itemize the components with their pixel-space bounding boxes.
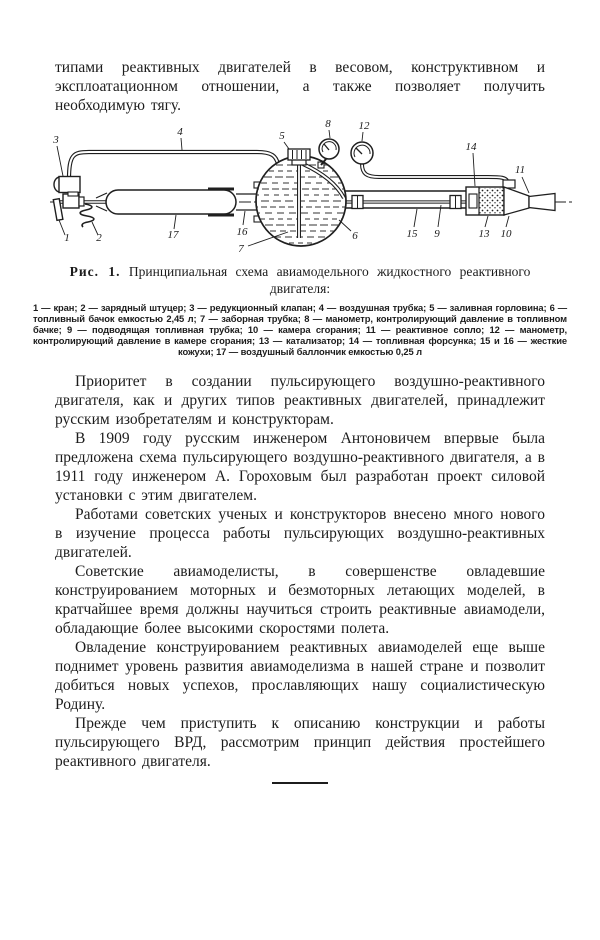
air-tube: [69, 152, 278, 179]
label-10: 10: [500, 228, 512, 240]
figure-caption-text: Принципиальная схема авиамодельного жидкостного реактивного двигателя:: [128, 264, 531, 296]
figure-1: [0, 119, 600, 357]
section-end-rule: [272, 782, 328, 784]
combustion-chamber: [466, 180, 555, 215]
label-17: 17: [167, 229, 179, 241]
label-13: 13: [478, 228, 490, 240]
label-14: 14: [465, 141, 477, 153]
figure-caption-number: Рис. 1.: [69, 264, 121, 279]
label-7: 7: [238, 243, 244, 255]
filler-cap: [288, 149, 310, 160]
label-6: 6: [352, 230, 358, 242]
paragraph-6: Прежде чем приступить к описанию конструкции и работы пульсирующего ВРД, рассмотрим принцип действия простейшего реактивного двигателя.: [55, 715, 545, 770]
nozzle-cone: [504, 187, 529, 215]
fuel-tank: [254, 149, 348, 246]
paragraph-1: Приоритет в создании пульсирующего воздушно-реактивного двигателя, как и других типов реактивных двигателей, принадлежит русским изобретателям и конструкторам.: [55, 373, 545, 428]
paragraph-3: Работами советских ученых и конструкторов внесено много нового в изучение процесса работы пульсирующих воздушно-реактивных двигателей.: [55, 506, 545, 561]
label-11: 11: [514, 164, 526, 176]
tank-pressure-gauge: [318, 139, 339, 168]
chamber-pressure-gauge: [351, 142, 373, 164]
paragraph-5: Овладение конструированием реактивных авиамоделей еще выше поднимет уровень развития авиамоделизма в нашей стране и позволит добиться новых успехов, прославляющих нашу социалистическую Родину.: [55, 639, 545, 713]
intro-paragraph: типами реактивных двигателей в весовом, конструктивном и эксплоатационном отношении, а также позволяет получить необходимую тягу.: [55, 59, 545, 114]
gauge-tube: [362, 164, 508, 183]
label-12: 12: [358, 120, 370, 132]
charging-fitting-spring: [80, 204, 94, 227]
paragraph-4: Советские авиамоделисты, в совершенстве овладевшие конструированием моторных и безмоторных летающих моделей, в кратчайшее время должны научиться строить реактивные авиамодели, обладающие более высокими скоростями полета.: [55, 563, 545, 637]
label-9: 9: [434, 228, 440, 240]
paragraph-2: В 1909 году русским инженером Антоновичем впервые была предложена схема пульсирующего воздушно-реактивного двигателя, а в 1911 году инженером А. Гороховым был разработан проект силовой установки с этим двигателем.: [55, 430, 545, 504]
label-2: 2: [96, 232, 102, 244]
jet-nozzle: [529, 194, 555, 211]
label-3: 3: [53, 134, 59, 146]
air-bottle: [96, 189, 236, 215]
engine-schematic: [26, 119, 574, 257]
pressure-reducer: [54, 177, 80, 197]
label-5: 5: [279, 130, 285, 142]
figure-caption: [60, 263, 540, 297]
label-1: 1: [64, 232, 70, 244]
label-4: 4: [177, 126, 183, 138]
label-16: 16: [236, 226, 248, 238]
label-8: 8: [325, 119, 331, 130]
label-15: 15: [406, 228, 418, 240]
body-text: [55, 372, 545, 771]
fuel-feed-tube: [344, 196, 467, 209]
figure-legend: 1 — кран; 2 — зарядный штуцер; 3 — редукционный клапан; 4 — воздушная трубка; 5 — заливная горловина; 6 — топливный бачок емкостью 2,45 л; 7 — заборная трубка; 8 — манометр, контролирующий давление в топливном бачке; 9 — подводящая топливная трубка; 10 — камера сгорания; 11 — реактивное сопло; 12 — манометр, контролирующий давление в камере сгорания; 13 — катализатор; 14 — топливная форсунка; 15 и 16 — жесткие кожухи; 17 — воздушный баллончик емкостью 0,25 л: [33, 302, 567, 357]
